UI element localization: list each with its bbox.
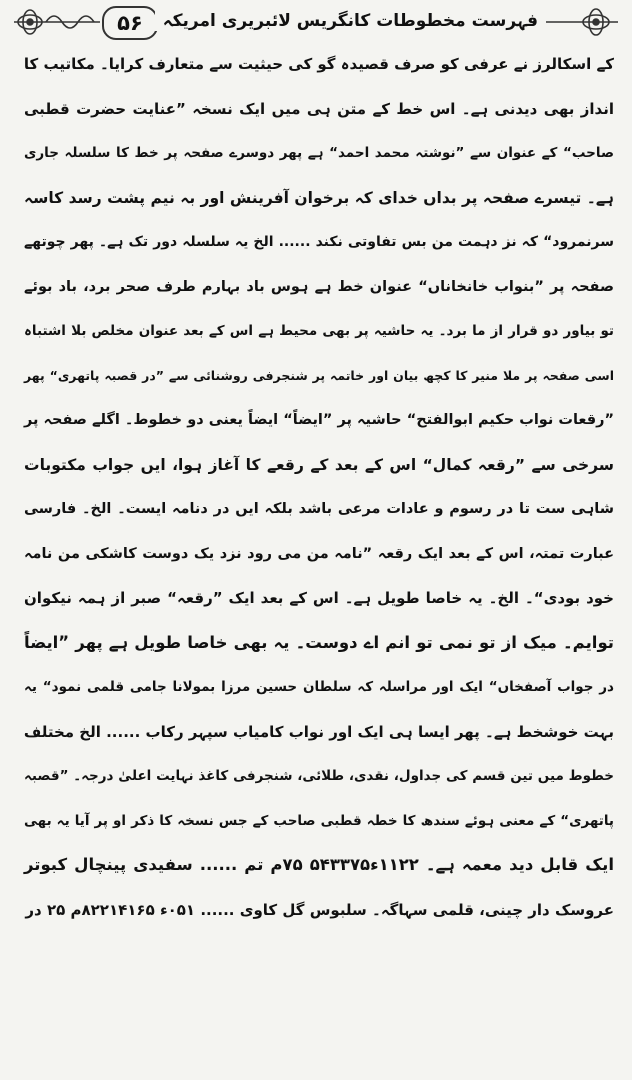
- text-line-11: شاہی ست تا در رسوم و عادات مرعی باشد بلکہ ایں در دنامہ ایست۔ الخ۔ فارسی: [24, 501, 614, 517]
- text-line-2: انداز بھی دیدنی ہے۔ اس خط کے متن ہی میں ایک نسخہ ”عنایت حضرت قطبی: [24, 99, 614, 118]
- page-header: [14, 4, 618, 40]
- text-line-19: ایک قابل دید معمہ ہے۔ ۱۱۲۲ء۵۴۳۳۷۵ ۷۵م تم ...... سفیدی پینچال کبوتر: [24, 855, 614, 874]
- text-line-14: توایم۔ میک از تو نمی تو انم اے دوست۔ یہ بھی خاصا طویل ہے پھر ”ایضاً: [24, 632, 614, 652]
- text-line-6: صفحہ پر ”بنواب خانخاناں“ عنوان خط ہے ہوس باد بہارم طرف صحر برد، باد بوئے: [24, 278, 614, 295]
- text-line-9: ”رقعات نواب حکیم ابوالفتح“ حاشیہ پر ”ایضاً“ ایضاً یعنی دو خطوط۔ اگلے صفحہ پر: [24, 412, 614, 428]
- corner-ornament-icon: [14, 4, 100, 40]
- page-title: فہرست مخطوطات کانگریس لائبریری امریکہ: [155, 10, 546, 31]
- text-line-17: خطوط میں تین قسم کی جداول، نقدی، طلائی، شنجرفی کاغذ نہایت اعلیٰ درجہ۔ ”قصبہ: [24, 768, 614, 784]
- text-line-12: عبارت تمتہ، اس کے بعد ایک رقعہ ”نامہ من می رود نزد یک دوست کاشکی من نامہ: [24, 545, 614, 562]
- text-line-4: ہے۔ تیسرے صفحہ پر بداں خدای کہ برخوان آفرینش اور بہ نیم پشت رسد کاسہ: [24, 188, 614, 207]
- text-line-10: سرخی سے ”رقعہ کمال“ اس کے بعد کے رقعے کا آغاز ہوا، ایں جواب مکتوبات: [24, 455, 614, 474]
- body-text: [24, 42, 614, 932]
- text-line-18: پاتھری“ کے معنی ہوئے سندھ کا خطہ قطبی صاحب کے جس نسخہ کا ذکر او پر آیا یہ بھی: [24, 812, 614, 829]
- page-number: ۵۶: [102, 6, 158, 40]
- text-line-3: صاحب“ کے عنوان سے ”نوشتہ محمد احمد“ ہے پھر دوسرے صفحہ پر خط کا سلسلہ جاری: [24, 145, 614, 161]
- text-line-20: عروسک دار چینی، قلمی سہاگہ۔ سلبوس گل کاوی ...... ۰۵۱ء ۸۲۲۱۴۱۶۵م ۲۵ در: [25, 900, 614, 919]
- text-line-7: تو بیاور دو قرار از ما برد۔ یہ حاشیہ پر بھی محیط ہے اس کے بعد عنوان مخلص بلا اشتباہ: [24, 323, 614, 339]
- text-line-15: در جواب آصفخاں“ ایک اور مراسلہ کہ سلطان حسین مرزا بمولانا جامی قلمی نمود“ یہ: [24, 679, 614, 695]
- text-line-16: بہت خوشخط ہے۔ پھر ایسا ہی ایک اور نواب کامیاب سپہر رکاب ...... الخ مختلف: [23, 722, 614, 741]
- text-line-13: خود بودی“۔ الخ۔ یہ خاصا طویل ہے۔ اس کے بعد ایک ”رقعہ“ صبر از ہمہ نیکوان: [24, 589, 614, 607]
- text-line-5: سرنمرود“ کہ نز دہمت من بس تفاوتی نکند ...... الخ یہ سلسلہ دور تک ہے۔ پھر چوتھے: [24, 234, 614, 250]
- text-line-1: کے اسکالرز نے عرفی کو صرف قصیدہ گو کی حیثیت سے متعارف کرایا۔ مکاتیب کا: [23, 55, 614, 73]
- text-line-8: اسی صفحہ پر ملا منیر کا کچھ بیان اور خاتمہ پر شنجرفی روشنائی سے ”در قصبہ پاتھری“ پھر: [24, 367, 614, 383]
